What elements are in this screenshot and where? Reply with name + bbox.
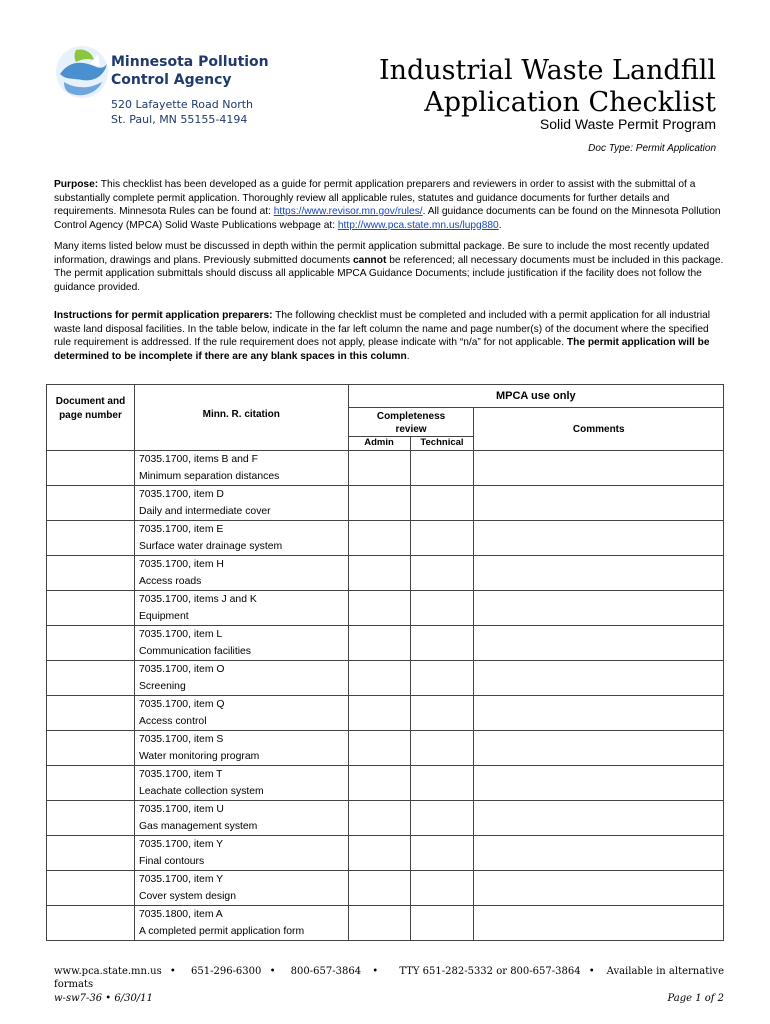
instructions-label: Instructions for permit application preparers:	[54, 310, 273, 321]
technical-review-cell[interactable]	[410, 661, 474, 696]
admin-review-cell[interactable]	[348, 556, 410, 591]
admin-review-cell[interactable]	[348, 626, 410, 661]
document-page-cell[interactable]	[47, 836, 135, 871]
citation-rule: 7035.1700, item E	[138, 524, 224, 535]
document-page-cell[interactable]	[47, 766, 135, 801]
document-page-cell[interactable]	[47, 521, 135, 556]
comments-cell[interactable]	[474, 661, 724, 696]
table-row	[47, 731, 724, 766]
comments-cell[interactable]	[474, 556, 724, 591]
comments-cell[interactable]	[474, 871, 724, 906]
document-page-cell[interactable]	[47, 801, 135, 836]
document-page-cell[interactable]	[47, 906, 135, 941]
citation-description: Access roads	[138, 576, 202, 587]
citation-description: Leachate collection system	[138, 786, 264, 797]
table-row	[47, 626, 724, 661]
table-row	[47, 661, 724, 696]
para2-text2: be referenced; all necessary documents must be included in this package. The permit application submittals should discuss all applicable MPCA Guidance Documents; include justification if the facility does not follow the guidance provided.	[54, 254, 724, 293]
checklist-table	[46, 384, 724, 941]
table-row	[47, 591, 724, 626]
admin-review-cell[interactable]	[348, 521, 410, 556]
table-row	[47, 871, 724, 906]
admin-review-cell[interactable]	[348, 836, 410, 871]
citation-cell	[134, 591, 348, 626]
para2-bold: cannot	[352, 254, 387, 266]
citation-rule: 7035.1700, items J and K	[138, 594, 257, 605]
citation-rule: 7035.1700, item S	[138, 734, 224, 745]
citation-cell	[134, 451, 348, 486]
citation-cell	[134, 521, 348, 556]
col-header-completeness: Completeness review	[348, 408, 474, 437]
instructions-text: The following checklist must be completed and included with a permit application for all industrial waste land disposal facilities. In the table below, indicate in the far left column the name and page number(s) of the document where the specified rule requirement is addressed. If the rule requirement does not apply, please indicate with “n/a” for not applicable.	[54, 310, 711, 348]
technical-review-cell[interactable]	[410, 731, 474, 766]
citation-rule: 7035.1700, item Q	[138, 699, 225, 710]
technical-review-cell[interactable]	[410, 871, 474, 906]
purpose-paragraph	[54, 178, 724, 232]
col-header-mpca: MPCA use only	[348, 385, 723, 408]
citation-cell	[134, 906, 348, 941]
citation-cell	[134, 836, 348, 871]
citation-description: Equipment	[138, 611, 189, 622]
comments-cell[interactable]	[474, 801, 724, 836]
comments-cell[interactable]	[474, 696, 724, 731]
technical-review-cell[interactable]	[410, 836, 474, 871]
document-page-cell[interactable]	[47, 661, 135, 696]
citation-description: Minimum separation distances	[138, 471, 280, 482]
table-row	[47, 521, 724, 556]
citation-description: Daily and intermediate cover	[138, 506, 271, 517]
document-subtitle: Solid Waste Permit Program	[539, 116, 716, 132]
technical-review-cell[interactable]	[410, 801, 474, 836]
footer-alt-formats-2: formats	[54, 979, 94, 990]
citation-rule: 7035.1700, item H	[138, 559, 224, 570]
comments-cell[interactable]	[474, 591, 724, 626]
admin-review-cell[interactable]	[348, 906, 410, 941]
citation-rule: 7035.1700, item T	[138, 769, 223, 780]
table-row	[47, 766, 724, 801]
document-page-cell[interactable]	[47, 591, 135, 626]
admin-review-cell[interactable]	[348, 766, 410, 801]
footer-alt-formats: Available in alternative	[606, 966, 724, 977]
footer-page-number: Page 1 of 2	[667, 993, 724, 1004]
technical-review-cell[interactable]	[410, 451, 474, 486]
footer-tty: TTY 651-282-5332 or 800-657-3864	[399, 966, 581, 977]
agency-name	[111, 53, 269, 89]
citation-cell	[134, 661, 348, 696]
title-line2: Application Checklist	[424, 87, 716, 118]
agency-address	[111, 97, 253, 127]
technical-review-cell[interactable]	[410, 556, 474, 591]
instructions-paragraph	[54, 309, 724, 363]
purpose-label: Purpose:	[54, 179, 99, 190]
citation-description: A completed permit application form	[138, 926, 305, 937]
table-row	[47, 556, 724, 591]
document-page-cell[interactable]	[47, 871, 135, 906]
document-page-cell[interactable]	[47, 626, 135, 661]
admin-review-cell[interactable]	[348, 871, 410, 906]
technical-review-cell[interactable]	[410, 521, 474, 556]
comments-cell[interactable]	[474, 521, 724, 556]
footer-web[interactable]: www.pca.state.mn.us	[54, 966, 162, 977]
table-row	[47, 801, 724, 836]
purpose-text3: .	[498, 219, 502, 231]
document-page-cell[interactable]	[47, 556, 135, 591]
citation-description: Access control	[138, 716, 207, 727]
citation-rule: 7035.1800, item A	[138, 909, 223, 920]
revisor-link[interactable]: https://www.revisor.mn.gov/rules/	[273, 206, 423, 217]
comments-cell[interactable]	[474, 451, 724, 486]
table-row	[47, 906, 724, 941]
admin-review-cell[interactable]	[348, 696, 410, 731]
citation-description: Cover system design	[138, 891, 236, 902]
comments-cell[interactable]	[474, 766, 724, 801]
citation-rule: 7035.1700, item Y	[138, 874, 224, 885]
citation-rule: 7035.1700, item D	[138, 489, 224, 500]
citation-description: Communication facilities	[138, 646, 251, 657]
table-row	[47, 486, 724, 521]
admin-review-cell[interactable]	[348, 731, 410, 766]
comments-cell[interactable]	[474, 731, 724, 766]
citation-description: Final contours	[138, 856, 205, 867]
para2-text1: Many items listed below must be discussed in depth within the permit application submittal package. Be sure to include the most recently updated information, drawings and plans. Previously submitted documents	[54, 241, 710, 266]
citation-cell	[134, 626, 348, 661]
technical-review-cell[interactable]	[410, 766, 474, 801]
admin-review-cell[interactable]	[348, 486, 410, 521]
citation-rule: 7035.1700, item L	[138, 629, 223, 640]
technical-review-cell[interactable]	[410, 591, 474, 626]
admin-review-cell[interactable]	[348, 661, 410, 696]
instructions-end: .	[406, 350, 410, 362]
table-row	[47, 696, 724, 731]
citation-cell	[134, 556, 348, 591]
comments-cell[interactable]	[474, 836, 724, 871]
checklist-rows	[47, 451, 724, 941]
comments-cell[interactable]	[474, 906, 724, 941]
footer-doc-number: w-sw7-36 • 6/30/11	[54, 993, 153, 1004]
agency-address-line2: St. Paul, MN 55155-4194	[111, 113, 248, 126]
instructions-bold: The permit application will be determined to be incomplete if there are any blank spaces in this column	[54, 337, 710, 362]
col-header-citation: Minn. R. citation	[134, 385, 348, 451]
footer-phone1: 651-296-6300	[191, 966, 262, 977]
col-header-comments: Comments	[474, 408, 724, 451]
col-header-technical: Technical	[410, 437, 474, 451]
document-page-cell[interactable]	[47, 451, 135, 486]
col-header-admin: Admin	[348, 437, 410, 451]
technical-review-cell[interactable]	[410, 626, 474, 661]
doc-type: Doc Type: Permit Application	[588, 143, 716, 154]
technical-review-cell[interactable]	[410, 906, 474, 941]
mpca-logo-icon	[54, 44, 110, 100]
agency-name-line1: Minnesota Pollution	[111, 54, 269, 70]
document-page-cell[interactable]	[47, 696, 135, 731]
technical-review-cell[interactable]	[410, 486, 474, 521]
citation-cell	[134, 801, 348, 836]
document-page-cell[interactable]	[47, 731, 135, 766]
document-page-cell[interactable]	[47, 486, 135, 521]
title-line1: Industrial Waste Landfill	[378, 55, 716, 86]
citation-cell	[134, 696, 348, 731]
comments-cell[interactable]	[474, 486, 724, 521]
citation-cell	[134, 731, 348, 766]
footer-contact: www.pca.state.mn.us • 651-296-6300 • 800-657-3864 • TTY 651-282-5332 or 800-657-3864 • Available in alternative	[54, 966, 724, 977]
citation-description: Surface water drainage system	[138, 541, 283, 552]
citation-cell	[134, 871, 348, 906]
footer-phone2: 800-657-3864	[290, 966, 362, 977]
citation-rule: 7035.1700, item O	[138, 664, 225, 675]
purpose-text2: . All guidance documents can be found on the Minnesota Pollution Control Agency (MPCA) Solid Waste Publications webpage at:	[54, 206, 721, 231]
document-title	[379, 55, 716, 119]
submittal-paragraph	[54, 240, 724, 294]
admin-review-cell[interactable]	[348, 591, 410, 626]
purpose-text1: This checklist has been developed as a guide for permit application preparers and reviewers in order to assist with the submittal of a substantially complete permit application. Thoroughly review all applicable rules, statutes and guidance documents for further details and requirements. Minnesota Rules can be found at:	[54, 179, 696, 217]
admin-review-cell[interactable]	[348, 801, 410, 836]
agency-address-line1: 520 Lafayette Road North	[111, 98, 254, 111]
col-header-document: Document and page number	[47, 385, 135, 451]
agency-name-line2: Control Agency	[111, 72, 232, 88]
citation-rule: 7035.1700, item Y	[138, 839, 224, 850]
citation-description: Gas management system	[138, 821, 258, 832]
pca-publications-link[interactable]: http://www.pca.state.mn.us/lupg880	[337, 219, 499, 231]
citation-description: Screening	[138, 681, 186, 692]
citation-description: Water monitoring program	[138, 751, 260, 762]
admin-review-cell[interactable]	[348, 451, 410, 486]
table-row	[47, 451, 724, 486]
citation-rule: 7035.1700, items B and F	[138, 454, 258, 465]
comments-cell[interactable]	[474, 626, 724, 661]
technical-review-cell[interactable]	[410, 696, 474, 731]
table-row	[47, 836, 724, 871]
citation-cell	[134, 766, 348, 801]
citation-rule: 7035.1700, item U	[138, 804, 224, 815]
citation-cell	[134, 486, 348, 521]
